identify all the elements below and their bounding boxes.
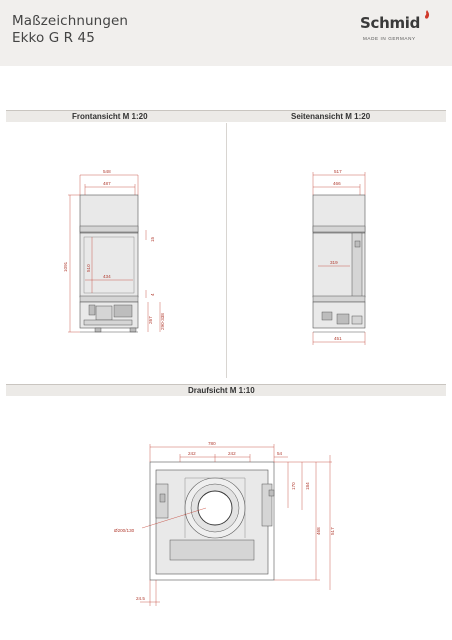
- dim-top-left-half: 242: [188, 451, 196, 456]
- dim-top-total-width: 780: [208, 441, 216, 446]
- dim-top-extension: 54: [277, 451, 283, 456]
- dim-front-base-height: 267: [148, 316, 153, 324]
- dim-front-width-outer: 548: [103, 169, 111, 174]
- dim-front-glass-width: 434: [103, 274, 111, 279]
- dim-top-depth-2: 517: [330, 527, 335, 535]
- front-view-label: Frontansicht M 1:20: [72, 112, 148, 121]
- dim-top-bottom-offset: 24.5: [136, 596, 145, 601]
- dim-front-height-total: 1091: [63, 261, 68, 272]
- dim-top-depth-1: 468: [316, 527, 321, 535]
- dim-flue-diameter: Ø200/130: [114, 528, 135, 533]
- dim-side-base-depth: 451: [334, 336, 342, 341]
- page-title: Maßzeichnungen: [12, 13, 129, 29]
- dim-top-right-half: 242: [228, 451, 236, 456]
- side-view-label: Seitenansicht M 1:20: [291, 112, 371, 121]
- top-view-label: Draufsicht M 1:10: [188, 386, 255, 395]
- dim-top-flue-1: 170: [291, 482, 296, 490]
- dim-top-flue-2: 184: [305, 482, 310, 490]
- dim-front-base-range: 290-338: [160, 313, 165, 330]
- flue-inner-circle: [198, 491, 232, 525]
- dim-front-mid-offset: 4: [150, 293, 155, 296]
- dim-front-width-inner: 487: [103, 181, 111, 186]
- logo-wordmark: Schmid: [360, 14, 421, 32]
- dim-side-glass-height: 319: [330, 260, 338, 265]
- model-name: Ekko G R 45: [12, 30, 95, 46]
- dim-side-depth-outer: 517: [334, 169, 342, 174]
- logo-tagline: MADE IN GERMANY: [363, 36, 416, 41]
- dim-side-depth-inner: 466: [333, 181, 341, 186]
- dim-front-glass-height: 510: [86, 264, 91, 272]
- dim-front-top-offset: 15: [150, 236, 155, 242]
